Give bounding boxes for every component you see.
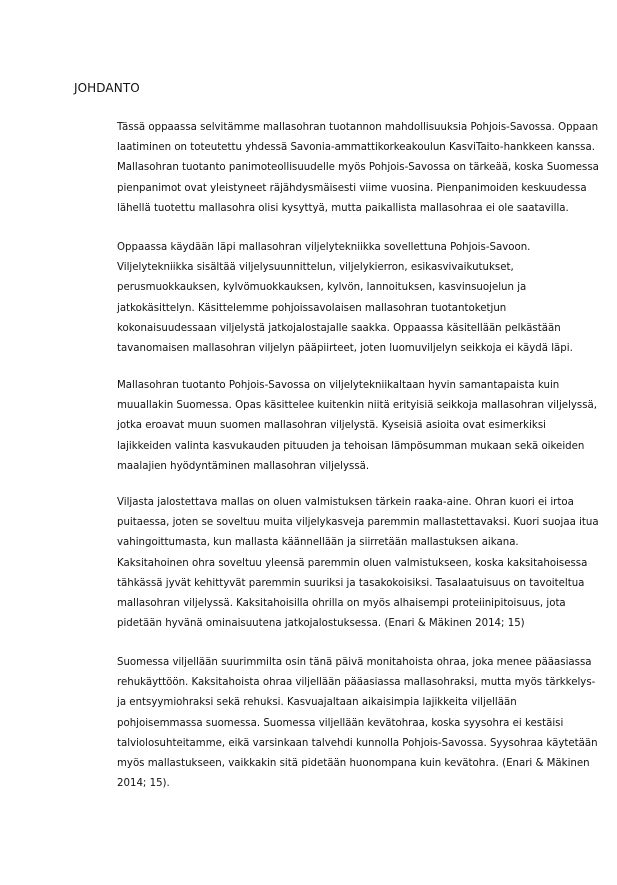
text-line: jotka eroavat muun suomen mallasohran viljelystä. Kyseisiä asioita ovat esimerkiksi (117, 420, 546, 432)
text-line: laatiminen on toteutettu yhdessä Savonia-ammattikorkeakoulun KasviTaito-hankkeen kanssa. (117, 142, 595, 154)
text-line: Oppaassa käydään läpi mallasohran viljelytekniikka sovellettuna Pohjois-Savoon. (117, 242, 531, 253)
text-line: pienpanimot ovat yleistyneet räjähdysmäisesti viime vuosina. Pienpanimoiden keskuudessa (117, 182, 587, 194)
text-line: perusmuokkauksen, kylvömuokkauksen, kylvön, lannoituksen, kasvinsuojelun ja (117, 282, 527, 294)
paragraph-4 (117, 493, 599, 634)
text-line: Viljelytekniikka sisältää viljelysuunnittelun, viljelykierron, esikasvivaikutukset, (117, 262, 514, 274)
paragraph-3 (117, 376, 598, 477)
text-line: myös mallastukseen, vaikkakin sitä pidetään huonompana kuin kevätohra. (Enari & Mäkinen (117, 758, 590, 770)
text-line: jatkokäsittelyn. Käsittelemme pohjoissavolaisen mallasohran tuotantoketjun (117, 302, 507, 314)
text-line: muuallakin Suomessa. Opas käsittelee kuitenkin niitä erityisiä seikkoja mallasohran viljelyssä, (117, 400, 598, 412)
paragraph-2 (117, 238, 587, 359)
section-heading: JOHDANTO (74, 81, 140, 95)
text-line: talviolosuhteitamme, eikä varsinkaan talvehdi kunnolla Pohjois-Savossa. Syysohraa käytetään (117, 737, 598, 749)
text-line: pohjoisemmassa suomessa. Suomessa viljellään kevätohraa, koska syysohra ei kestäisi (117, 717, 564, 729)
text-line: lähellä tuotettu mallasohra olisi kysyttyä, mutta paikallista mallasohraa ei ole saatavilla. (117, 202, 569, 214)
text-line: rehukäyttöön. Kaksitahoista ohraa viljellään pääasiassa mallasohraksi, mutta myös tärkkelys- (117, 677, 596, 689)
text-line: pidetään hyvänä ominaisuutena jatkojalostuksessa. (Enari & Mäkinen 2014; 15) (117, 618, 525, 630)
text-line: 2014; 15). (117, 778, 170, 790)
text-line: Viljasta jalostettava mallas on oluen valmistuksen tärkein raaka-aine. Ohran kuori ei irtoa (117, 497, 574, 508)
text-line: maalajien hyödyntäminen mallasohran viljelyssä. (117, 460, 370, 472)
text-line: vahingoittumasta, kun mallasta käännellään ja siirretään mallastuksen aikana. (117, 537, 519, 549)
text-line: Mallasohran tuotanto Pohjois-Savossa on viljelytekniikaltaan hyvin samantapaista kuin (117, 380, 560, 391)
text-line: tähkässä jyvät kehittyvät paremmin suuriksi ja tasakokoisiksi. Tasalaatuisuus on tavoiteltua (117, 577, 585, 589)
text-line: mallasohran viljelyssä. Kaksitahoisilla ohrilla on myös alhaisempi proteiinipitoisuus, jota (117, 598, 566, 610)
text-line: Mallasohran tuotanto panimoteollisuudelle myös Pohjois-Savossa on tärkeää, koska Suomessa (117, 162, 599, 174)
paragraph-5 (117, 653, 598, 794)
text-line: ja entsyymiohraksi sekä rehuksi. Kasvuajaltaan aikaisimpia lajikkeita viljellään (117, 697, 517, 709)
text-line: Suomessa viljellään suurimmilta osin tänä päivä monitahoista ohraa, joka menee pääasiassa (117, 657, 592, 668)
text-line: tavanomaisen mallasohran viljelyn pääpiirteet, joten luomuviljelyn seikkoja ei käydä läpi. (117, 343, 573, 355)
text-line: lajikkeiden valinta kasvukauden pituuden ja tehoisan lämpösumman mukaan sekä oikeiden (117, 440, 585, 452)
text-line: Tässä oppaassa selvitämme mallasohran tuotannon mahdollisuuksia Pohjois-Savossa. Oppaan (117, 122, 599, 133)
text-line: kokonaisuudessaan viljelystä jatkojalostajalle saakka. Oppaassa käsitellään pelkästään (117, 322, 561, 334)
text-line: puitaessa, joten se soveltuu muita viljelykasveja paremmin mallastettavaksi. Kuori suojaa itua (117, 517, 599, 529)
paragraph-1 (117, 118, 599, 219)
text-line: Kaksitahoinen ohra soveltuu yleensä paremmin oluen valmistukseen, koska kaksitahoisessa (117, 557, 588, 569)
